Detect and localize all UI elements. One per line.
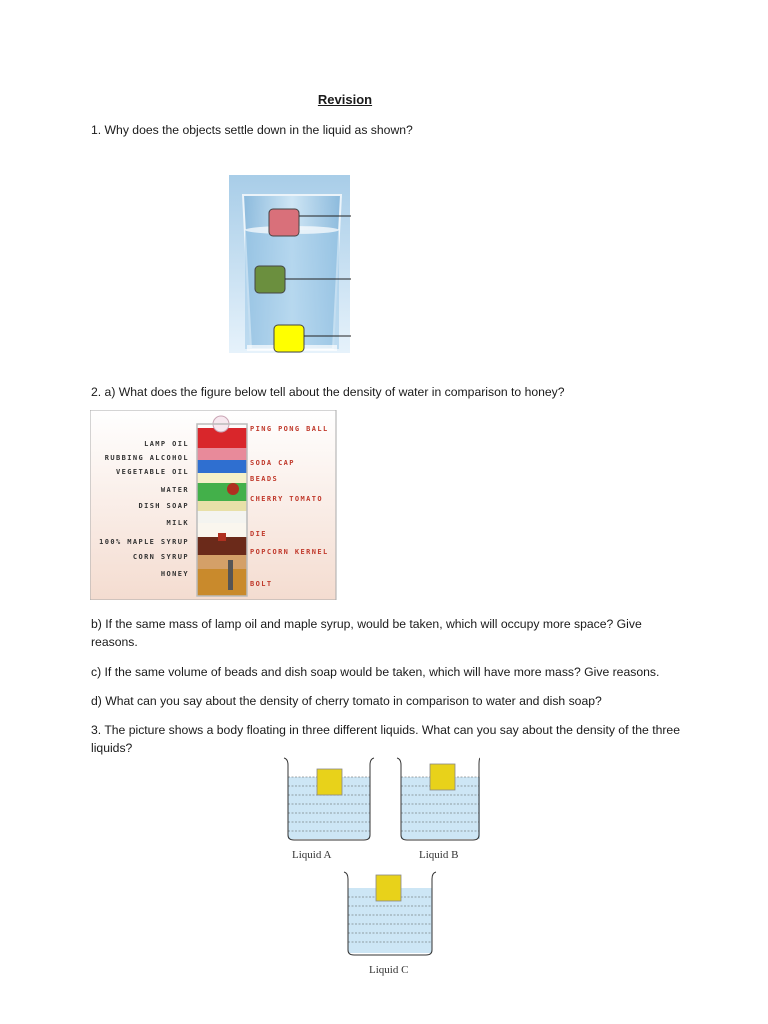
label-liquid-c: Liquid C (369, 964, 409, 976)
label-rubbing-alcohol: RUBBING ALCOHOL (104, 454, 189, 462)
label-soda-cap: SODA CAP (250, 459, 295, 467)
label-die: DIE (250, 530, 267, 538)
question-3: 3. The picture shows a body floating in three different liquids. What can you say about the density of the three liquids? (91, 723, 680, 755)
top-cube (269, 209, 299, 236)
label-maple-syrup: 100% MAPLE SYRUP (99, 538, 189, 546)
label-bolt: BOLT (250, 580, 273, 588)
label-liquid-a: Liquid A (292, 849, 332, 861)
label-cherry-tomato: CHERRY TOMATO (250, 495, 323, 503)
label-corn-syrup: CORN SYRUP (132, 553, 189, 561)
middle-cube (255, 266, 285, 293)
label-dish-soap: DISH SOAP (138, 502, 189, 510)
label-lamp-oil: LAMP OIL (144, 440, 189, 448)
density-tower-figure (90, 410, 338, 605)
question-2b: b) If the same mass of lamp oil and maple syrup, would be taken, which will occupy more space? Give reasons. (91, 617, 642, 649)
beaker-c (344, 872, 436, 955)
label-popcorn-kernel: POPCORN KERNEL (250, 548, 329, 556)
question-1: 1. Why does the objects settle down in the liquid as shown? (91, 123, 413, 137)
question-2d: d) What can you say about the density of cherry tomato in comparison to water and dish soap? (91, 694, 602, 708)
page-title: Revision (317, 92, 373, 107)
label-ping-pong-ball: PING PONG BALL (250, 425, 329, 433)
label-milk: MILK (166, 519, 189, 527)
beakers-figure (280, 755, 480, 985)
label-liquid-b: Liquid B (419, 849, 459, 861)
bottom-cube (274, 325, 304, 352)
label-honey: HONEY (160, 570, 189, 578)
beaker-a (284, 758, 374, 840)
label-water: WATER (160, 486, 189, 494)
question-2a: 2. a) What does the figure below tell about the density of water in comparison to honey? (91, 385, 565, 399)
label-beads: BEADS (250, 475, 279, 483)
glass-figure (229, 175, 353, 360)
label-vegetable-oil: VEGETABLE OIL (116, 468, 189, 476)
question-2c: c) If the same volume of beads and dish soap would be taken, which will have more mass? Give reasons. (91, 665, 660, 679)
beaker-b (397, 758, 480, 840)
